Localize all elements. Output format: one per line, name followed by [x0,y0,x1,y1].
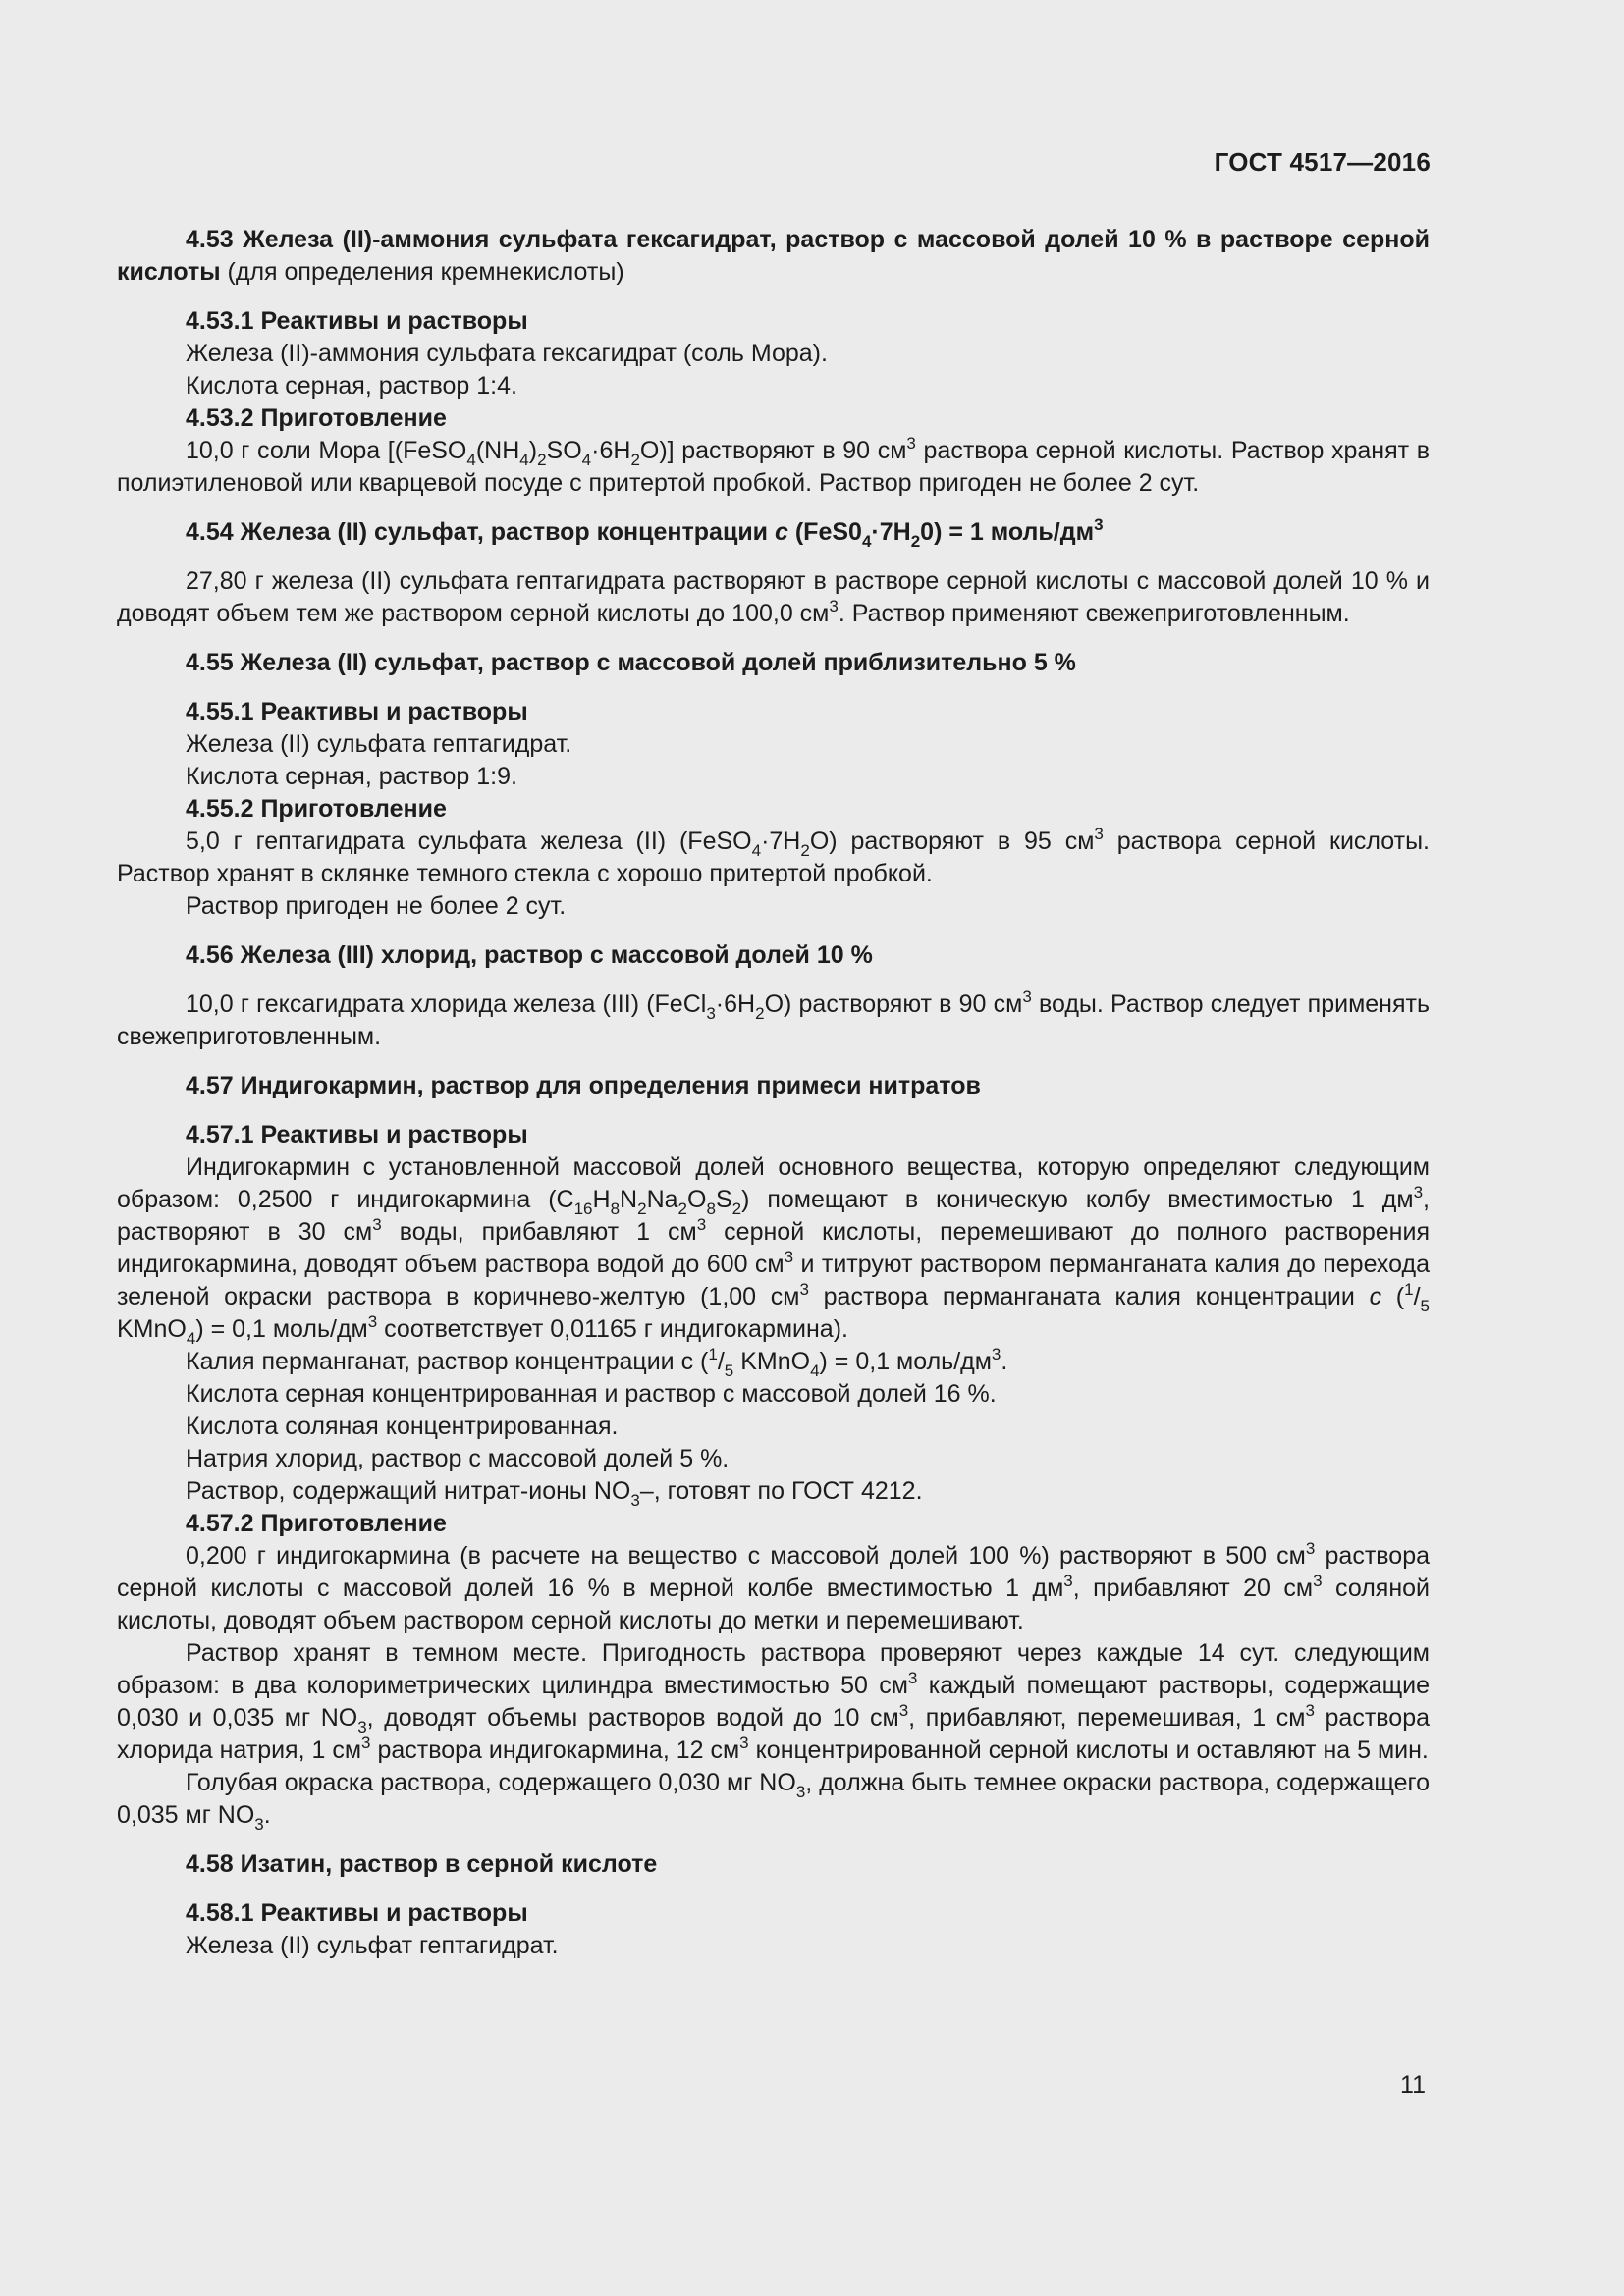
color-check-paragraph: Голубая окраска раствора, содержащего 0,030 мг $NO_3$, должна быть темнее окраски раствора, содержащего 0,035 мг $NO_3$. [117,1769,1430,1834]
preparation-note: Раствор пригоден не более 2 сут. [186,892,567,920]
section-4-56-title: 4.56 Железа (III) хлорид, раствор с массовой долей 10 % [186,941,873,969]
storage-paragraph: Раствор хранят в темном месте. Пригодность раствора проверяют через каждые 14 сут. следующим образом: в два колориметрических цилиндра вместимостью 50 $см^3$ каждый помещают растворы, содержащие 0,030 и 0,035 мг $NO_3$, доводят объемы растворов водой до 10 $см^3$, прибавляют, перемешивая, 1 $см^3$ раствора хлорида натрия, 1 $см^3$ раствора индигокармина, 12 $см^3$ концентрированной серной кислоты и оставляют на 5 мин. [117,1639,1431,1764]
reagent-line: Железа (II) сульфат гептагидрат. [186,1932,559,1959]
section-4-55-2-title: 4.55.2 Приготовление [186,795,447,823]
reagent-line: Кислота соляная концентрированная. [186,1413,619,1440]
reagent-line: Калия перманганат, раствор концентрации с ($^1/_5$ KMnO$_4$) = 0,1 моль/$дм^3$. [186,1345,1008,1380]
preparation-paragraph: 10,0 г соли Мора $[(FeSO_4(NH_4)_2SO_4\cdot 6H_2O)]$ растворяют в 90 $см^3$ раствора серной кислоты. Раствор хранят в полиэтиленовой или кварцевой посуде с притертой пробкой. Раствор пригоден не более 2 сут. [117,434,1430,497]
reagent-line: Железа (II) сульфата гептагидрат. [186,730,572,758]
section-4-57-1-title: 4.57.1 Реактивы и растворы [186,1121,528,1148]
section-4-57-2-title: 4.57.2 Приготовление [186,1510,447,1537]
section-4-54-text: 27,80 г железа (II) сульфата гептагидрата растворяют в растворе серной кислоты с массовой долей 10 % и доводят объем тем же раствором серной кислоты до 100,0 $см^3$. Раствор применяют свежеприготовленным. [117,567,1430,627]
section-4-53-2-title: 4.53.2 Приготовление [186,404,447,432]
section-4-53-1-title: 4.53.1 Реактивы и растворы [186,307,528,335]
page-number: 11 [1400,2071,1426,2099]
preparation-paragraph: 5,0 г гептагидрата сульфата железа (II) $(FeSO_4\cdot 7H_2O)$ растворяют в 95 $см^3$ раствора серной кислоты. Раствор хранят в склянке темного стекла с хорошо притертой пробкой. [117,825,1430,887]
section-4-53-title: 4.53 Железа (II)-аммония сульфата гексагидрат, раствор с массовой долей 10 % в растворе серной кислоты (для определения кремнекислоты) [117,226,1430,286]
reagent-line: Кислота серная, раствор 1:9. [186,763,517,790]
section-4-55-1-title: 4.55.1 Реактивы и растворы [186,698,528,725]
document-code-header: ГОСТ 4517—2016 [1214,147,1431,177]
reagent-line: Раствор, содержащий нитрат-ионы $NO_3-$, готовят по ГОСТ 4212. [186,1477,923,1510]
preparation-paragraph: 0,200 г индигокармина (в расчете на вещество с массовой долей 100 %) растворяют в 500 $см^3$ раствора серной кислоты с массовой долей 16 % в мерной колбе вместимостью 1 $дм^3$, прибавляют 20 $см^3$ соляной кислоты, доводят объем раствором серной кислоты до метки и перемешивают. [117,1539,1431,1634]
reagent-line: Натрия хлорид, раствор с массовой долей 5 %. [186,1445,730,1472]
section-4-54-title: 4.54 Железа (II) сульфат, раствор концентрации c $(FeS0_4\cdot 7H_20) = 1$ моль/$дм^3$ [186,515,1104,551]
section-4-57-title: 4.57 Индигокармин, раствор для определения примеси нитратов [186,1072,981,1099]
section-4-58-title: 4.58 Изатин, раствор в серной кислоте [186,1850,658,1878]
document-body [117,224,1430,1962]
section-4-56-text: 10,0 г гексагидрата хлорида железа (III) $(FeCl_3\cdot 6H_2O)$ растворяют в 90 $см^3$ воды. Раствор следует применять свежеприготовленным. [117,988,1430,1050]
reagent-line: Железа (II)-аммония сульфата гексагидрат (соль Мора). [186,340,828,367]
section-4-58-1-title: 4.58.1 Реактивы и растворы [186,1899,528,1927]
section-4-55-title: 4.55 Железа (II) сульфат, раствор с массовой долей приблизительно 5 % [186,649,1076,676]
reagent-line: Кислота серная концентрированная и раствор с массовой долей 16 %. [186,1380,997,1408]
indigocarmine-paragraph: Индигокармин с установленной массовой долей основного вещества, которую определяют следующим образом: 0,2500 г индигокармина $(C_{16}H_8N_2Na_2O_8S_2)$ помещают в коническую колбу вместимостью 1 $дм^3$, растворяют в 30 $см^3$ воды, прибавляют 1 $см^3$ серной кислоты, перемешивают до полного растворения индигокармина, доводят объем раствора водой до 600 $см^3$ и титруют раствором перманганата калия до перехода зеленой окраски раствора в коричнево-желтую (1,00 $см^3$ раствора перманганата калия концентрации c ($^1/_5$ KMnO$_4$) = 0,1 моль/$дм^3$ соответствует 0,01165 г индигокармина). [117,1153,1431,1348]
reagent-line: Кислота серная, раствор 1:4. [186,372,517,400]
